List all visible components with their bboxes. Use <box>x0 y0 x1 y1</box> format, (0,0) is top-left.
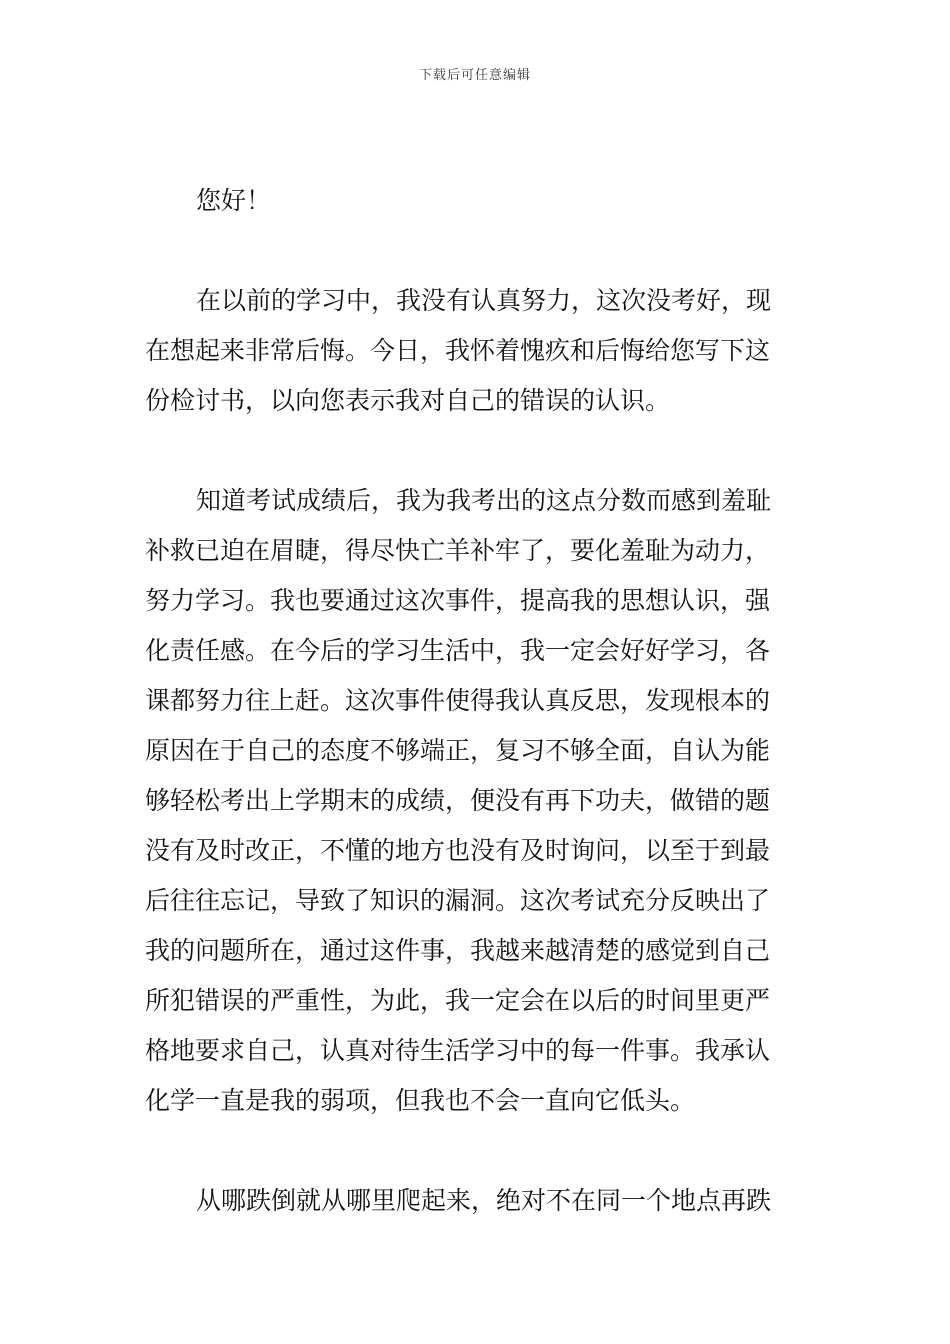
paragraph-line: 我的问题所在，通过这件事，我越来越清楚的感觉到自己 <box>145 936 771 965</box>
header-note: 下载后可任意编辑 <box>418 68 531 83</box>
greeting: 您好！ <box>196 186 272 215</box>
paragraph-line: 知道考试成绩后，我为我考出的这点分数而感到羞耻 <box>196 486 772 515</box>
paragraph-gap <box>145 1126 810 1176</box>
paragraph-line: 努力学习。我也要通过这次事件，提高我的思想认识，强 <box>145 586 771 615</box>
paragraph-line: 从哪跌倒就从哪里爬起来，绝对不在同一个地点再跌 <box>196 1186 772 1215</box>
paragraph-line: 化责任感。在今后的学习生活中，我一定会好好学习，各 <box>145 636 771 665</box>
paragraph-line: 所犯错误的严重性，为此，我一定会在以后的时间里更严 <box>145 986 771 1015</box>
paragraph-line: 够轻松考出上学期末的成绩，便没有再下功夫，做错的题 <box>145 786 771 815</box>
paragraph-1 <box>145 276 810 426</box>
paragraph-line: 化学一直是我的弱项，但我也不会一直向它低头。 <box>145 1086 696 1115</box>
paragraph-3 <box>145 1176 810 1226</box>
paragraph-line: 份检讨书，以向您表示我对自己的错误的认识。 <box>145 386 671 415</box>
document-body <box>145 176 810 1226</box>
paragraph-gap <box>145 426 810 476</box>
paragraph-2 <box>145 476 810 1126</box>
paragraph-line: 在想起来非常后悔。今日，我怀着愧疚和后悔给您写下这 <box>145 336 771 365</box>
paragraph-line: 在以前的学习中，我没有认真努力，这次没考好，现 <box>196 286 772 315</box>
paragraph-line: 后往往忘记，导致了知识的漏洞。这次考试充分反映出了 <box>145 886 771 915</box>
paragraph-line: 课都努力往上赶。这次事件使得我认真反思，发现根本的 <box>145 686 771 715</box>
paragraph-line: 格地要求自己，认真对待生活学习中的每一件事。我承认 <box>145 1036 771 1065</box>
paragraph-gap <box>145 226 810 276</box>
paragraph-line: 没有及时改正，不懂的地方也没有及时询问，以至于到最 <box>145 836 771 865</box>
paragraph-line: 补救已迫在眉睫，得尽快亡羊补牢了，要化羞耻为动力， <box>145 536 771 565</box>
paragraph-line: 原因在于自己的态度不够端正，复习不够全面，自认为能 <box>145 736 771 765</box>
